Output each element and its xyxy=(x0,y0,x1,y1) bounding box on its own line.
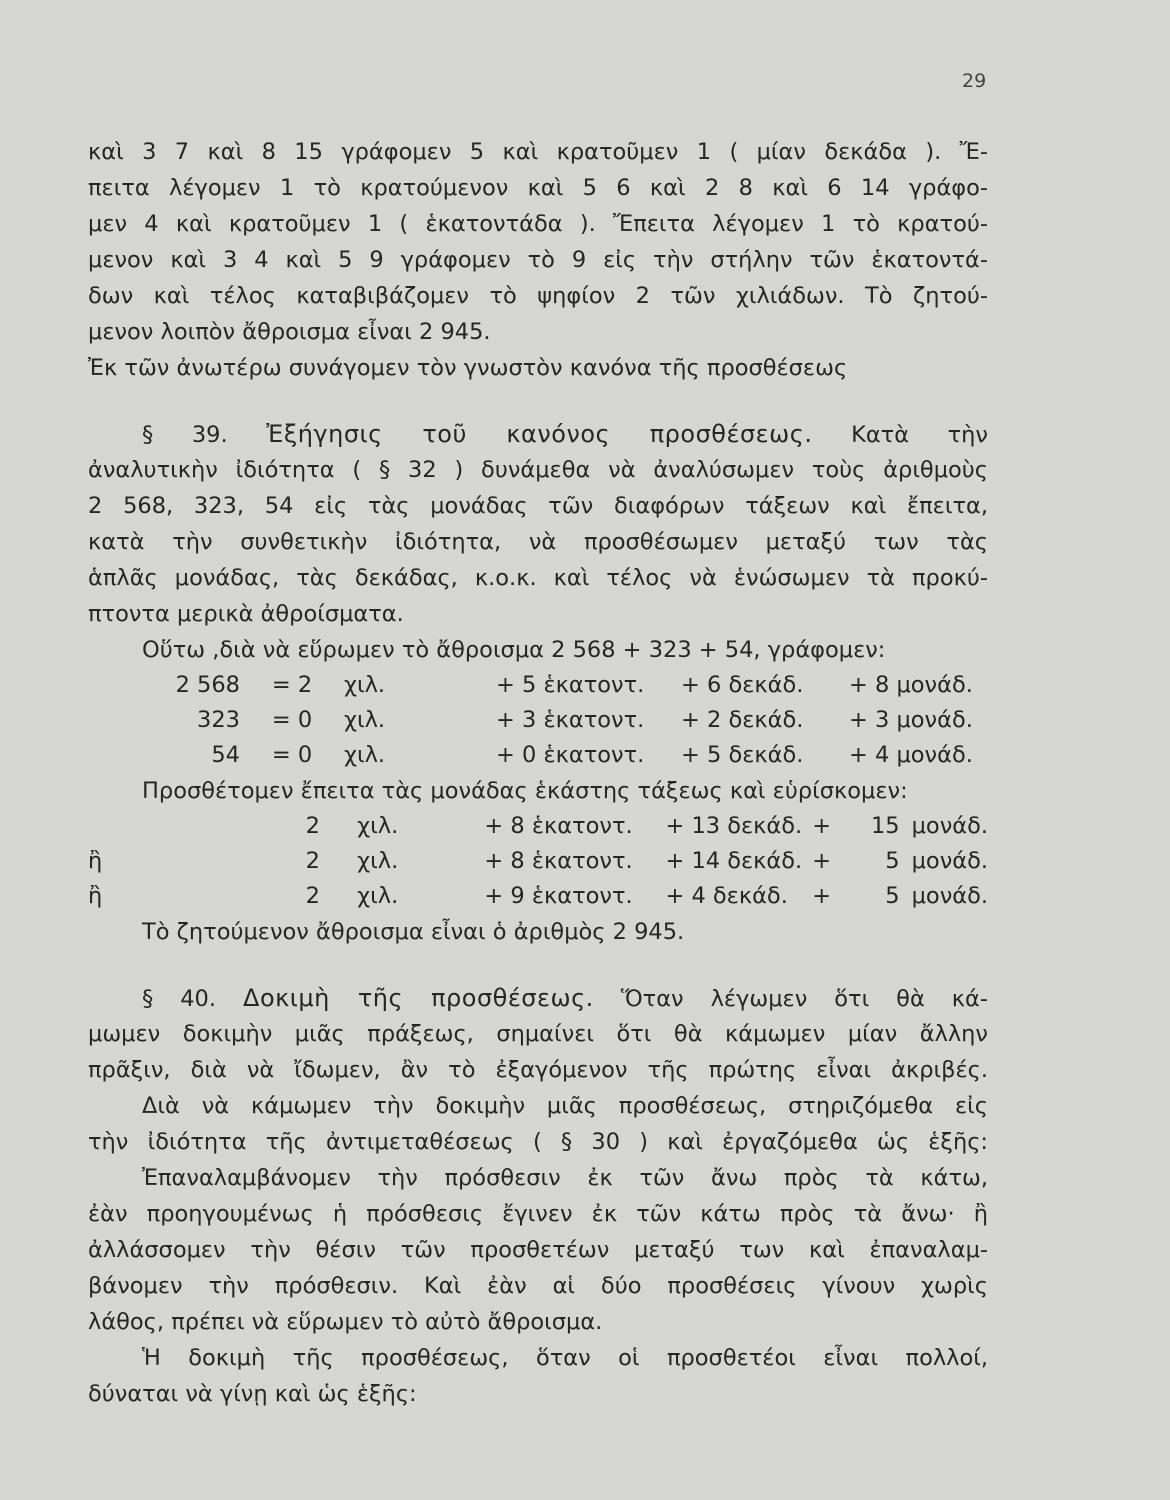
sums-table xyxy=(88,809,988,914)
text-line: Προσθέτομεν ἔπειτα τὰς μονάδας ἑκάστης τάξεως καὶ εὑρίσκομεν: xyxy=(142,778,908,804)
text-line: καὶ 3 7 καὶ 8 15 γράφομεν 5 καὶ κρατοῦμεν 1 ( μίαν δεκάδα ). Ἔ- xyxy=(88,139,988,165)
section-40-number: § 40. xyxy=(142,986,217,1012)
text-line: ἐὰν προηγουμένως ἡ πρόσθεσις ἔγινεν ἐκ τῶν κάτω πρὸς τὰ ἄνω· ἢ xyxy=(88,1201,988,1227)
text-line: Ἐκ τῶν ἀνωτέρω συνάγομεν τὸν γνωστὸν κανόνα τῆς προσθέσεως xyxy=(88,355,848,381)
text-line: μενον λοιπὸν ἄθροισμα εἶναι 2 945. xyxy=(88,319,491,345)
section-40-title: Δοκιμὴ τῆς προσθέσεως. xyxy=(243,984,594,1012)
text-line: Ἐπαναλαμβάνομεν τὴν πρόσθεσιν ἐκ τῶν ἄνω πρὸς τὰ κάτω, xyxy=(142,1165,988,1191)
section-39-heading-line xyxy=(88,416,988,452)
text-line: πρᾶξιν, διὰ νὰ ἴδωμεν, ἂν τὸ ἐξαγόμενον τῆς πρώτης εἶναι ἀκριβές. xyxy=(88,1057,988,1083)
page-body xyxy=(88,134,988,1412)
text-line: μεν 4 καὶ κρατοῦμεν 1 ( ἑκατοντάδα ). Ἔπειτα λέγομεν 1 τὸ κρατού- xyxy=(88,211,988,237)
text-line: δύναται νὰ γίνῃ καὶ ὡς ἑξῆς: xyxy=(88,1381,417,1407)
section-39-title: Ἐξήγησις τοῦ κανόνος προσθέσεως. xyxy=(266,420,813,448)
table-row: 54 = 0 χιλ. + 0 ἑκατοντ. + 5 δεκάδ. + 4 μονάδ. xyxy=(211,742,973,768)
table-row: ἢ 2 χιλ. + 9 ἑκατοντ. + 4 δεκάδ. + 5 μονάδ. xyxy=(88,883,989,909)
table-row: ἢ 2 χιλ. + 8 ἑκατοντ. + 14 δεκάδ. + 5 μονάδ. xyxy=(88,848,989,874)
decomposition-table xyxy=(88,668,988,773)
text-line: μωμεν δοκιμὴν μιᾶς πράξεως, σημαίνει ὅτι θὰ κάμωμεν μίαν ἄλλην xyxy=(88,1021,988,1047)
text-line: τὴν ἰδιότητα τῆς ἀντιμεταθέσεως ( § 30 ) καὶ ἐργαζόμεθα ὡς ἑξῆς: xyxy=(88,1129,988,1155)
text-line: βάνομεν τὴν πρόσθεσιν. Καὶ ἐὰν αἱ δύο προσθέσεις γίνουν χωρὶς xyxy=(88,1273,988,1299)
table-row: 2 χιλ. + 8 ἑκατοντ. + 13 δεκάδ. + 15 μονάδ. xyxy=(305,813,989,839)
text-line: ἀναλυτικὴν ἰδιότητα ( § 32 ) δυνάμεθα νὰ ἀναλύσωμεν τοὺς ἀριθμοὺς xyxy=(88,457,988,483)
text-line: Κατὰ τὴν xyxy=(851,422,989,448)
text-line: λάθος, πρέπει νὰ εὕρωμεν τὸ αὐτὸ ἄθροισμα. xyxy=(88,1309,603,1335)
text-line: Ἡ δοκιμὴ τῆς προσθέσεως, ὅταν οἱ προσθετέοι εἶναι πολλοί, xyxy=(142,1345,988,1371)
table-row: 2 568 = 2 χιλ. + 5 ἑκατοντ. + 6 δεκάδ. + 8 μονάδ. xyxy=(175,672,973,698)
section-40-heading-line xyxy=(88,980,988,1016)
text-line: πτοντα μερικὰ ἀθροίσματα. xyxy=(88,601,404,627)
text-line: ἀλλάσσομεν τὴν θέσιν τῶν προσθετέων μεταξύ των καὶ ἐπαναλαμ- xyxy=(88,1237,988,1263)
text-line: Ὅταν λέγωμεν ὅτι θὰ κά- xyxy=(620,986,988,1012)
table-row: 323 = 0 χιλ. + 3 ἑκατοντ. + 2 δεκάδ. + 3 μονάδ. xyxy=(197,707,973,733)
section-39-number: § 39. xyxy=(142,422,228,448)
text-line: Διὰ νὰ κάμωμεν τὴν δοκιμὴν μιᾶς προσθέσεως, στηριζόμεθα εἰς xyxy=(142,1093,988,1119)
text-line: Τὸ ζητούμενον ἄθροισμα εἶναι ὁ ἀριθμὸς 2 945. xyxy=(142,919,685,945)
text-line: δων καὶ τέλος καταβιβάζομεν τὸ ψηφίον 2 τῶν χιλιάδων. Τὸ ζητού- xyxy=(88,283,988,309)
page-number: 29 xyxy=(962,70,987,92)
text-line: 2 568, 323, 54 εἰς τὰς μονάδας τῶν διαφόρων τάξεων καὶ ἔπειτα, xyxy=(88,493,988,519)
text-line: πειτα λέγομεν 1 τὸ κρατούμενον καὶ 5 6 καὶ 2 8 καὶ 6 14 γράφο- xyxy=(88,175,988,201)
text-line: Οὕτω ,διὰ νὰ εὕρωμεν τὸ ἄθροισμα 2 568 + 323 + 54, γράφομεν: xyxy=(142,637,886,663)
text-line: μενον καὶ 3 4 καὶ 5 9 γράφομεν τὸ 9 εἰς τὴν στήλην τῶν ἑκατοντά- xyxy=(88,247,988,273)
text-line: κατὰ τὴν συνθετικὴν ἰδιότητα, νὰ προσθέσωμεν μεταξύ των τὰς xyxy=(88,529,988,555)
text-line: ἁπλᾶς μονάδας, τὰς δεκάδας, κ.ο.κ. καὶ τέλος νὰ ἑνώσωμεν τὰ προκύ- xyxy=(88,565,988,591)
